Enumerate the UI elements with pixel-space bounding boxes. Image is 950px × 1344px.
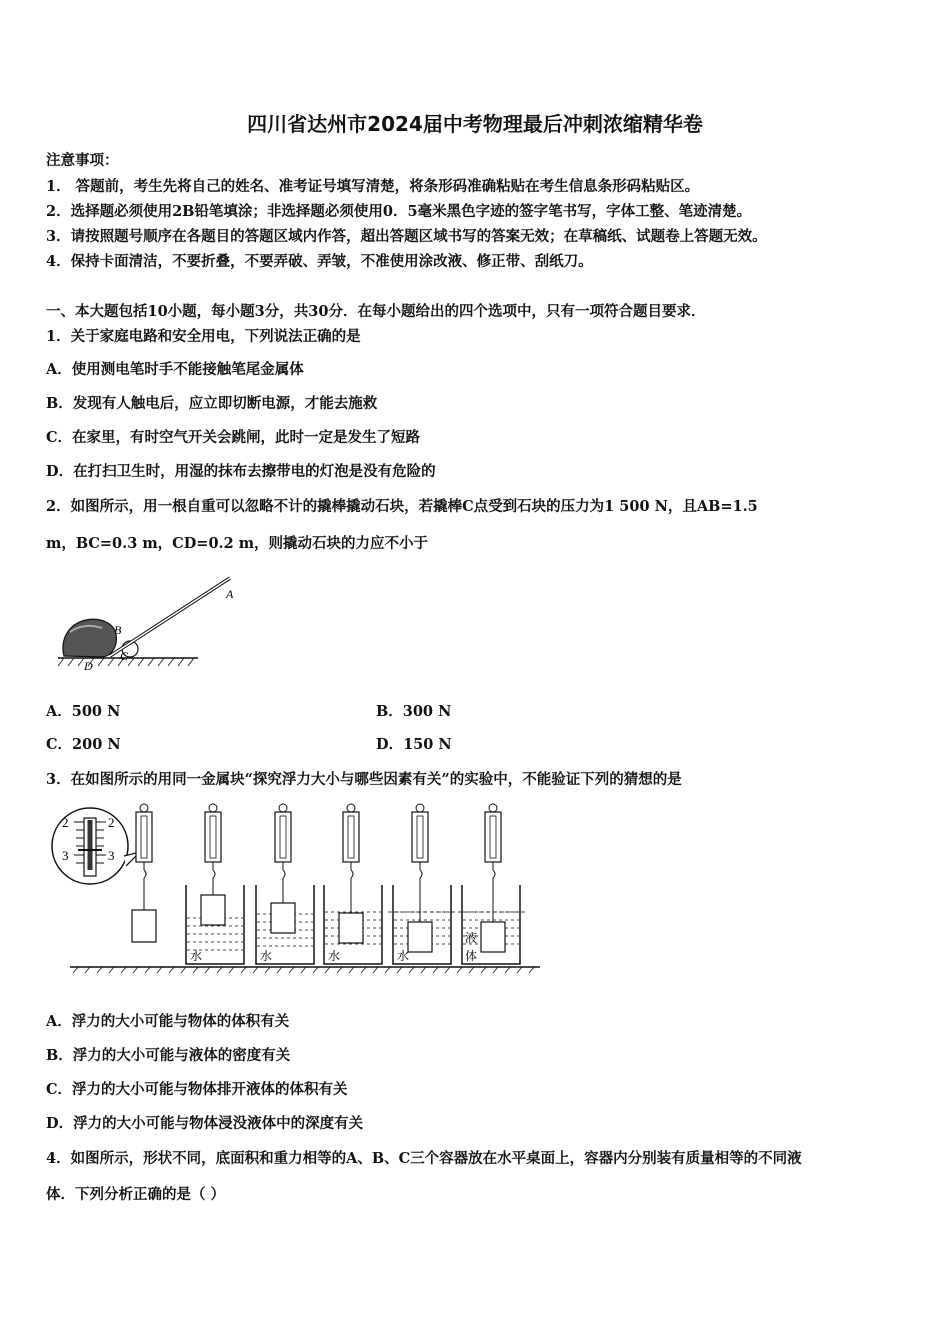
notice-item: 3．请按照题号顺序在各题目的答题区域内作答，超出答题区域书写的答案无效；在草稿纸、试题卷上答题无效。: [46, 228, 767, 245]
question-2-option-d[interactable]: D．150 N: [376, 736, 452, 753]
question-1-stem: 1．关于家庭电路和安全用电，下列说法正确的是: [46, 328, 361, 345]
scale-label: 3: [108, 848, 115, 863]
beaker-4: [393, 804, 451, 964]
question-2-stem-line2: m，BC=0.3 m，CD=0.2 m，则撬动石块的力应不小于: [46, 535, 429, 552]
question-2-stem-line1: 2．如图所示，用一根自重可以忽略不计的撬棒撬动石块，若撬棒C点受到石块的压力为1 500 N，且AB=1.5: [46, 498, 758, 515]
question-2-option-b[interactable]: B．300 N: [376, 703, 452, 720]
lever-figure: [50, 572, 250, 677]
water-label: 水: [260, 949, 273, 963]
question-1-option-c[interactable]: C．在家里，有时空气开关会跳闸，此时一定是发生了短路: [46, 429, 421, 446]
question-1-option-b[interactable]: B．发现有人触电后，应立即切断电源，才能去施救: [46, 395, 378, 412]
question-3-option-d[interactable]: D．浮力的大小可能与物体浸没液体中的深度有关: [46, 1115, 364, 1132]
beaker-1: [186, 804, 244, 964]
buoyancy-figure: [48, 800, 548, 975]
scale-label: 3: [62, 848, 69, 863]
page-title: 四川省达州市2024届中考物理最后冲刺浓缩精华卷: [247, 112, 703, 136]
question-3-option-a[interactable]: A．浮力的大小可能与物体的体积有关: [46, 1013, 290, 1030]
section-heading: 一、本大题包括10小题，每小题3分，共30分．在每小题给出的四个选项中，只有一项符合题目要求．: [46, 303, 706, 320]
water-label: 水: [190, 949, 203, 963]
notice-item: 1． 答题前，考生先将自己的姓名、准考证号填写清楚，将条形码准确粘贴在考生信息条形码粘贴区。: [46, 178, 700, 195]
water-label: 水: [328, 949, 341, 963]
notice-item: 4．保持卡面清洁，不要折叠，不要弄破、弄皱，不准使用涂改液、修正带、刮纸刀。: [46, 253, 593, 270]
scale-label: 2: [62, 815, 69, 830]
question-4-stem-line2: 体．下列分析正确的是（ ）: [46, 1186, 226, 1203]
question-3-option-b[interactable]: B．浮力的大小可能与液体的密度有关: [46, 1047, 291, 1064]
question-1-option-a[interactable]: A．使用测电笔时手不能接触笔尾金属体: [46, 361, 304, 378]
spring-scale-1: [132, 804, 156, 942]
water-label: 水: [397, 949, 410, 963]
liquid-label: 液: [465, 931, 478, 945]
label-c: C: [120, 649, 129, 663]
label-d: D: [84, 659, 93, 673]
question-3-option-c[interactable]: C．浮力的大小可能与物体排开液体的体积有关: [46, 1081, 348, 1098]
beaker-5: [462, 804, 520, 964]
notice-item: 2．选择题必须使用2B铅笔填涂；非选择题必须使用0．5毫米黑色字迹的签字笔书写，字体工整、笔迹清楚。: [46, 203, 752, 220]
question-3-stem: 3．在如图所示的用同一金属块“探究浮力大小与哪些因素有关”的实验中，不能验证下列的猜想的是: [46, 771, 682, 788]
label-a: A: [226, 587, 234, 601]
question-2-option-c[interactable]: C．200 N: [46, 736, 121, 753]
question-1-option-d[interactable]: D．在打扫卫生时，用湿的抹布去擦带电的灯泡是没有危险的: [46, 463, 436, 480]
beaker-2: [256, 804, 314, 964]
scale-label: 2: [108, 815, 115, 830]
notice-heading: 注意事项：: [46, 152, 119, 169]
question-4-stem-line1: 4．如图所示，形状不同，底面积和重力相等的A、B、C三个容器放在水平桌面上，容器内分别装有质量相等的不同液: [46, 1150, 802, 1167]
label-b: B: [114, 623, 122, 637]
liquid-label: 体: [465, 949, 478, 963]
beaker-3: [324, 804, 382, 964]
question-2-option-a[interactable]: A．500 N: [46, 703, 121, 720]
